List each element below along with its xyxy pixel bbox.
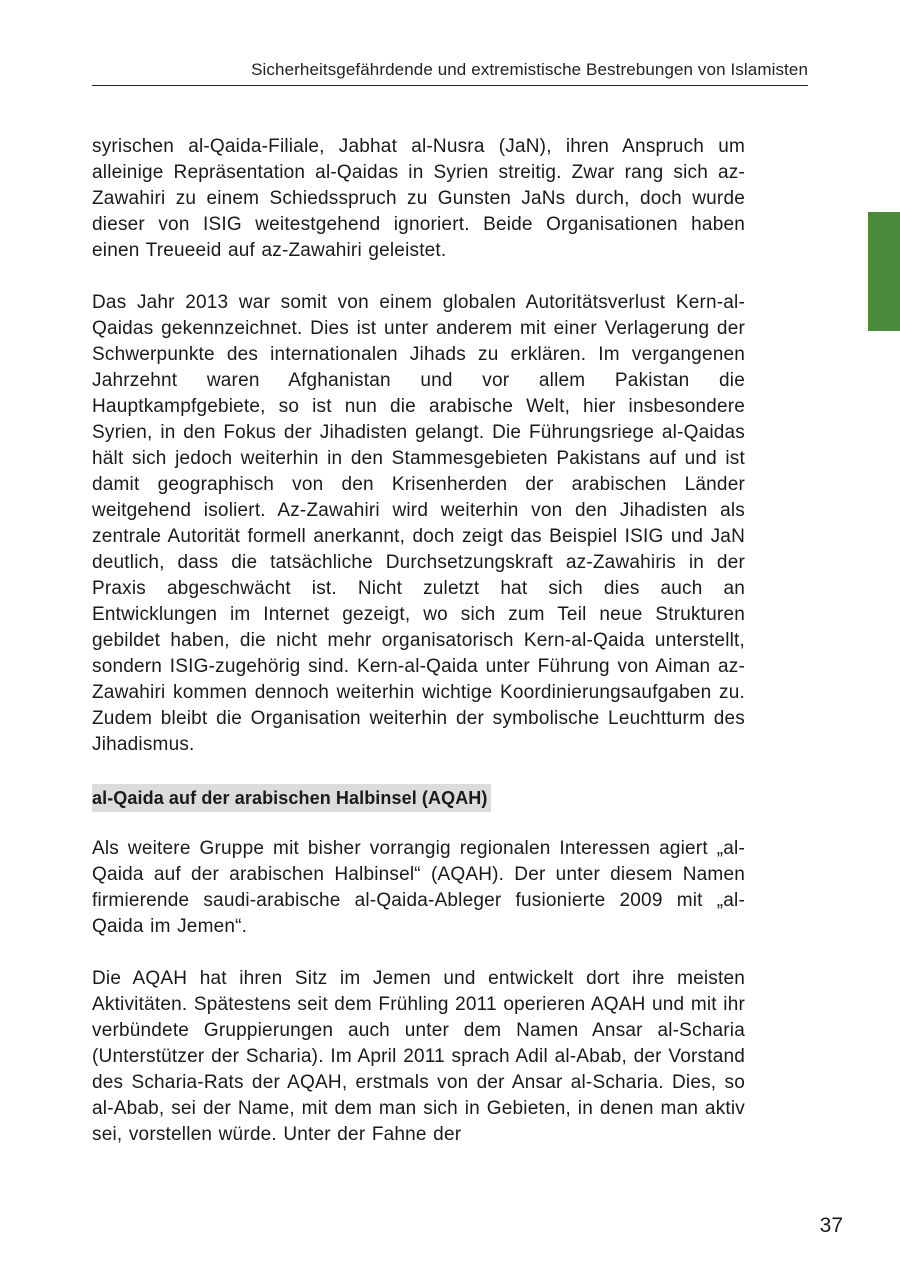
paragraph-2: Das Jahr 2013 war somit von einem globalen Autoritätsverlust Kern-al-Qaidas gekennzeichnet. Dies ist unter anderem mit einer Verlagerung der Schwerpunkte des internationalen Jihads zu erklären. Im vergangenen Jahrzehnt waren Afghanistan und vor allem Pakistan die Hauptkampfgebiete, so ist nun die arabische Welt, hier insbesondere Syrien, in den Fokus der Jihadisten gelangt. Die Führungsriege al-Qaidas hält sich jedoch weiterhin in den Stammesgebieten Pakistans auf und ist damit geographisch von den Krisenherden der arabischen Länder weitgehend isoliert. Az-Zawahiri wird weiterhin von den Jihadisten als zentrale Autorität formell anerkannt, doch zeigt das Beispiel ISIG und JaN deutlich, dass die tatsächliche Durchsetzungskraft az-Zawahiris in der Praxis abgeschwächt ist. Nicht zuletzt hat sich dies auch an Entwicklungen im Internet gezeigt, wo sich zum Teil neue Strukturen gebildet haben, die nicht mehr organisatorisch Kern-al-Qaida unterstellt, sondern ISIG-zugehörig sind. Kern-al-Qaida unter Führung von Aiman az-Zawahiri kommen dennoch weiterhin wichtige Koordinierungsaufgaben zu. Zudem bleibt die Organisation weiterhin der symbolische Leuchtturm des Jihadismus. bbox=[92, 292, 745, 755]
section-heading: al-Qaida auf der arabischen Halbinsel (AQAH) bbox=[92, 784, 491, 812]
page-number: 37 bbox=[819, 1214, 843, 1237]
paragraph-3: Als weitere Gruppe mit bisher vorrangig regionalen Interessen agiert „al-Qaida auf der arabischen Halbinsel“ (AQAH). Der unter diesem Namen firmierende saudi-arabische al-Qaida-Ableger fusionierte 2009 mit „al-Qaida im Jemen“. bbox=[92, 838, 745, 937]
paragraph-1: syrischen al-Qaida-Filiale, Jabhat al-Nusra (JaN), ihren Anspruch um alleinige Repräsentation al-Qaidas in Syrien streitig. Zwar rang sich az-Zawahiri zu einem Schiedsspruch zu Gunsten JaNs durch, doch wurde dieser von ISIG weitestgehend ignoriert. Beide Organisationen haben einen Treueeid auf az-Zawahiri geleistet. bbox=[92, 136, 745, 261]
paragraph-4: Die AQAH hat ihren Sitz im Jemen und entwickelt dort ihre meisten Aktivitäten. Spätestens seit dem Frühling 2011 operieren AQAH und mit ihr verbündete Gruppierungen auch unter dem Namen Ansar al-Scharia (Unterstützer der Scharia). Im April 2011 sprach Adil al-Abab, der Vorstand des Scharia-Rats der AQAH, erstmals von der Ansar al-Scharia. Dies, so al-Abab, sei der Name, mit dem man sich in Gebieten, in denen man aktiv sei, vorstellen würde. Unter der Fahne der bbox=[92, 968, 745, 1145]
page-body bbox=[92, 134, 745, 1148]
header-divider bbox=[92, 85, 808, 86]
running-header: Sicherheitsgefährdende und extremistische Bestrebungen von Islamisten bbox=[251, 60, 808, 79]
chapter-thumb-tab bbox=[868, 212, 900, 331]
